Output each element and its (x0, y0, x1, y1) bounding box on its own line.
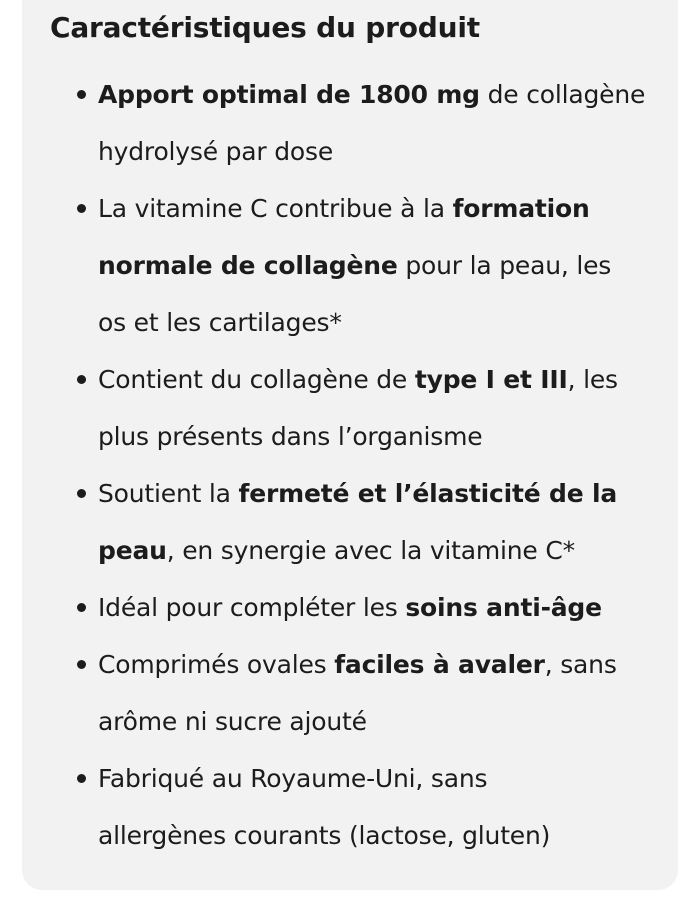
feature-text-bold: soins anti-âge (405, 593, 602, 622)
feature-line (98, 807, 670, 864)
feature-text: Idéal pour compléter les (98, 593, 406, 622)
feature-item (0, 636, 700, 750)
feature-line (98, 522, 670, 579)
feature-line (98, 693, 670, 750)
bullet-icon (77, 90, 86, 99)
bullet-icon (77, 375, 86, 384)
bullet-icon (77, 603, 86, 612)
feature-item (0, 180, 700, 351)
feature-text: arôme ni sucre ajouté (98, 707, 367, 736)
feature-text: plus présents dans l’organisme (98, 422, 483, 451)
feature-list (0, 66, 700, 864)
feature-text: Comprimés ovales (98, 650, 335, 679)
feature-line (98, 750, 670, 807)
feature-line (98, 123, 670, 180)
feature-item (0, 66, 700, 180)
feature-line (98, 408, 670, 465)
feature-text-bold: formation (452, 194, 590, 223)
feature-line (98, 66, 670, 123)
feature-text: hydrolysé par dose (98, 137, 334, 166)
feature-line (98, 180, 670, 237)
bullet-icon (77, 774, 86, 783)
bullet-icon (77, 660, 86, 669)
feature-text: La vitamine C contribue à la (98, 194, 453, 223)
feature-line (98, 294, 670, 351)
feature-text: Fabriqué au Royaume-Uni, sans (98, 764, 488, 793)
feature-text-bold: Apport optimal de 1800 mg (98, 80, 480, 109)
feature-text: Soutient la (98, 479, 239, 508)
feature-item (0, 351, 700, 465)
feature-item (0, 750, 700, 864)
feature-text: pour la peau, les (397, 251, 612, 280)
feature-text-bold: type I et III (414, 365, 568, 394)
feature-text: allergènes courants (lactose, gluten) (98, 821, 551, 850)
feature-text-bold: peau (98, 536, 167, 565)
feature-line (98, 579, 670, 636)
section-title: Caractéristiques du produit (50, 11, 480, 44)
feature-text: Contient du collagène de (98, 365, 415, 394)
feature-line (98, 636, 670, 693)
feature-text: de collagène (479, 80, 646, 109)
feature-text-bold: normale de collagène (98, 251, 398, 280)
feature-text-bold: fermeté et l’élasticité de la (238, 479, 617, 508)
feature-text: os et les cartilages* (98, 308, 342, 337)
bullet-icon (77, 204, 86, 213)
feature-line (98, 237, 670, 294)
feature-text-bold: faciles à avaler (334, 650, 545, 679)
feature-item (0, 465, 700, 579)
feature-text: , sans (544, 650, 617, 679)
feature-text: , les (567, 365, 618, 394)
feature-item (0, 579, 700, 636)
feature-text: , en synergie avec la vitamine C* (166, 536, 575, 565)
bullet-icon (77, 489, 86, 498)
feature-line (98, 465, 670, 522)
feature-line (98, 351, 670, 408)
